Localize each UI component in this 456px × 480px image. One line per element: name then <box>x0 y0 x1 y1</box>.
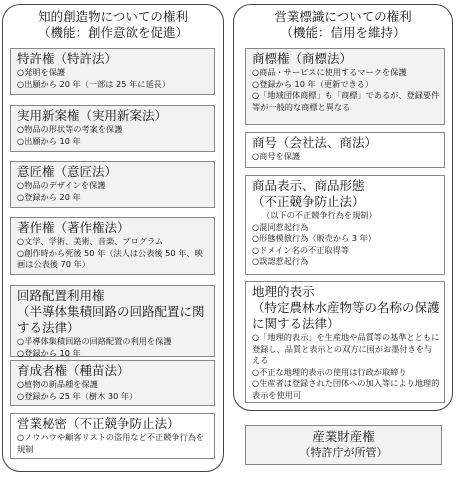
card-title: 営業秘密（不正競争防止法） <box>17 416 180 431</box>
card-item: ○ノウハウや顧客リストの盗用など不正競争行為を規制 <box>17 432 205 454</box>
card-title: 著作権（著作権法） <box>17 220 130 235</box>
card-item: ○出願から 20 年（一部は 25 年に延長） <box>17 78 171 89</box>
card-item: ○登録から 10 年 <box>17 347 81 358</box>
right-panel-title: 営業標識についての権利 <box>274 9 412 24</box>
card-item: ○商号を保護 <box>252 151 301 161</box>
trademark-card <box>245 48 445 125</box>
left-panel-subtitle: （機能：創作意欲を促進） <box>37 25 188 40</box>
utility-model-card <box>10 105 215 152</box>
card-title: 意匠権（意匠法） <box>17 164 118 179</box>
card-title: 実用新案権（実用新案法） <box>17 108 168 123</box>
card-item: ○登録から 25 年（樹木 30 年） <box>17 390 138 401</box>
card-title: 育成者権（種苗法） <box>17 363 130 378</box>
card-item: ○混同惹起行為 <box>252 221 309 232</box>
patent-card <box>10 48 215 95</box>
card-title: 特許権（特許法） <box>17 51 118 66</box>
card-item: ○物品の形状等の考案を保護 <box>17 124 123 134</box>
card-item: ○「地域団体商標」も「商標」であるが、登録要件等が一般的な商標と異なる <box>252 90 440 112</box>
card-title: 商標権（商標法） <box>252 51 353 66</box>
card-item: ○創作時から死後 50 年（法人は公表後 50 年、映画は公表後 70 年） <box>17 247 203 269</box>
card-title: 商号（会社法、商法） <box>252 135 378 150</box>
copyright-card <box>10 217 215 275</box>
card-item: ○出願から 10 年 <box>17 135 81 146</box>
trade-secret-card <box>10 413 215 459</box>
card-item: ○植物の新品種を保護 <box>17 379 98 389</box>
footer-title: 産業財産権 <box>312 429 375 444</box>
circuit-layout-card <box>10 285 215 357</box>
industrial-property-rights-box <box>245 425 442 465</box>
card-item: ○商品・サービスに使用するマークを保護 <box>252 67 407 77</box>
design-card <box>10 161 215 208</box>
footer-subtitle: （特許庁が所管） <box>299 446 388 459</box>
card-item: ○不正な地理的表示の使用は行政が取締り <box>252 366 407 377</box>
card-item: ○生産者は登録された団体への加入等により地理的表示を使用可 <box>252 378 440 400</box>
right-panel-subtitle: （機能：信用を維持） <box>280 25 406 40</box>
card-item: ○形態模倣行為（販売から 3 年） <box>252 233 376 243</box>
card-item: ○ドメイン名の不正取得等 <box>252 244 349 255</box>
card-item: ○文学、学術、美術、音楽、プログラム <box>17 236 164 246</box>
left-panel-title: 知的創造物についての権利 <box>38 9 188 24</box>
card-title: 地理的表示 （特定農林水産物等の名称の保護に関する法律） <box>252 284 440 331</box>
card-item: ○「地理的表示」を生産地や品質等の基準とともに登録し、品質と表示との双方に国がお墨付きを与える <box>252 332 440 365</box>
card-item: ○半導体集積回路の回路配置の利用を保護 <box>17 336 172 346</box>
product-indication-card <box>245 175 445 275</box>
card-item: ○登録から 20 年 <box>17 191 81 202</box>
breeders-rights-card <box>10 360 215 406</box>
geographical-indication-card <box>245 281 445 403</box>
card-title: 商品表示、商品形態 （不正競争防止法） <box>252 178 365 209</box>
card-item: ○誤認惹起行為 <box>252 256 309 266</box>
trade-name-card <box>245 132 445 168</box>
card-title: 回路配置利用権 （半導体集積回路の回路配置に関する法律） <box>17 288 205 335</box>
card-item: ○発明を保護 <box>17 67 66 77</box>
card-item: ○物品のデザインを保護 <box>17 180 106 190</box>
card-subnote: （以下の不正競争行為を規制） <box>262 210 377 220</box>
card-item: ○登録から 10 年（更新できる） <box>252 78 374 89</box>
